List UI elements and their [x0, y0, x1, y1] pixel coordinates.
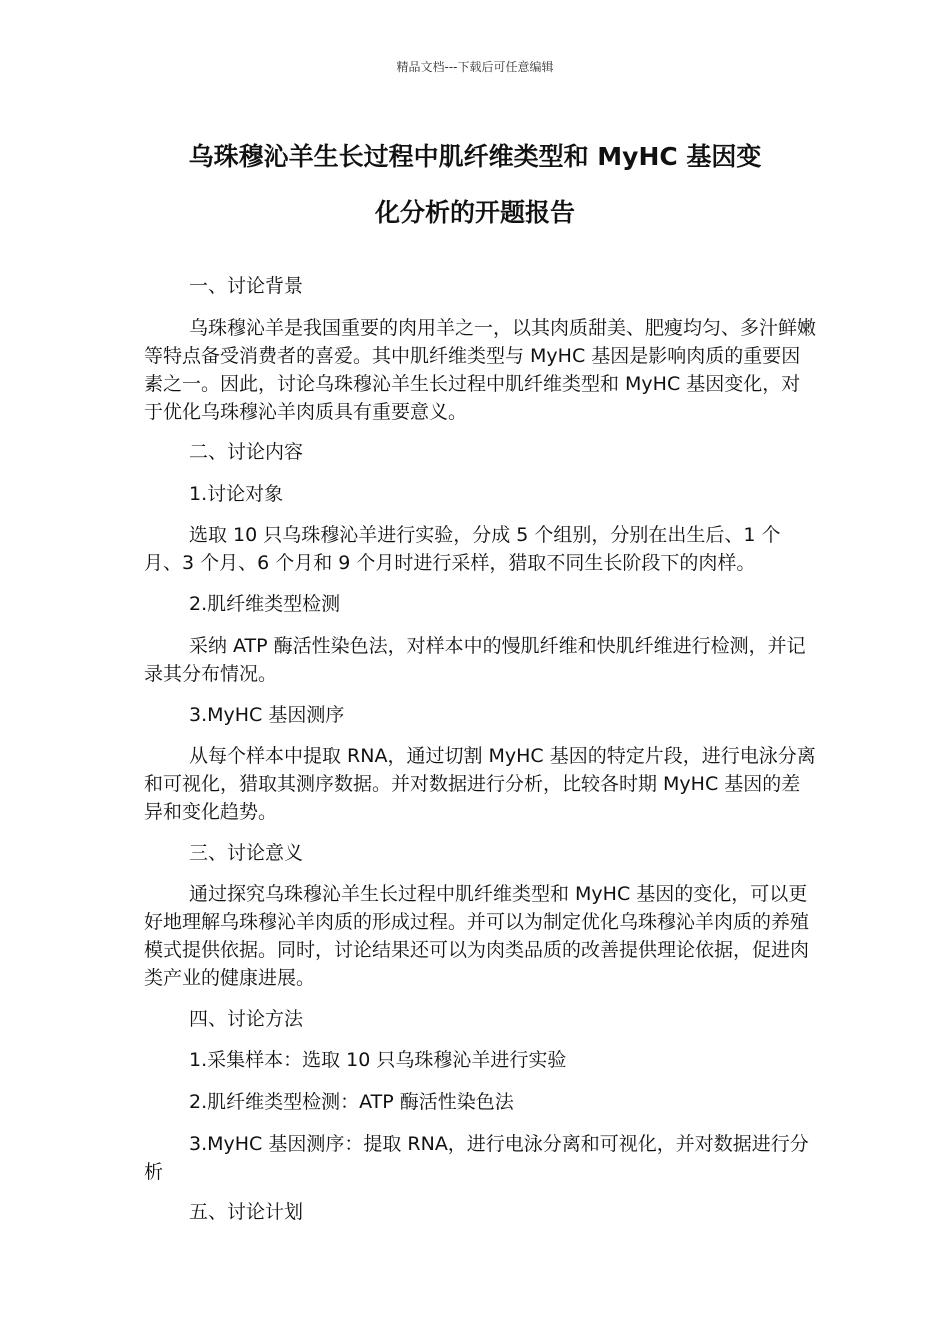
section-heading-significance: 三、讨论意义: [189, 842, 304, 864]
paragraph-significance: 通过探究乌珠穆沁羊生长过程中肌纤维类型和 MyHC 基因的变化，可以更好地理解乌珠穆沁羊肉质的形成过程。并可以为制定优化乌珠穆沁羊肉质的养殖模式提供依据。同时，讨论结果还可以为肉类品质的改善提供理论依据，促进肉类产业的健康进展。: [144, 883, 810, 989]
section-heading-methods: 四、讨论方法: [189, 1008, 304, 1030]
document-title-line-1: 乌珠穆沁羊生长过程中肌纤维类型和 MyHC 基因变: [188, 142, 762, 171]
method-item-sequencing: 3.MyHC 基因测序：提取 RNA，进行电泳分离和可视化，并对数据进行分析: [144, 1133, 809, 1183]
section-heading-plan: 五、讨论计划: [189, 1201, 304, 1223]
subheading-myhc-sequencing: 3.MyHC 基因测序: [189, 704, 345, 726]
paragraph-myhc-sequencing: 从每个样本中提取 RNA，通过切割 MyHC 基因的特定片段，进行电泳分离和可视化，猎取其测序数据。并对数据进行分析，比较各时期 MyHC 基因的差异和变化趋势。: [144, 745, 816, 823]
section-heading-content: 二、讨论内容: [189, 441, 304, 463]
watermark-header: 精品文档---下载后可任意编辑: [396, 60, 554, 74]
paragraph-research-object: 选取 10 只乌珠穆沁羊进行实验，分成 5 个组别，分别在出生后、1 个月、3 个月、6 个月和 9 个月时进行采样，猎取不同生长阶段下的肉样。: [144, 524, 781, 574]
document-title-line-2: 化分析的开题报告: [374, 198, 575, 227]
method-item-sampling: 1.采集样本：选取 10 只乌珠穆沁羊进行实验: [189, 1049, 567, 1071]
subheading-research-object: 1.讨论对象: [189, 483, 284, 505]
subheading-fiber-detection: 2.肌纤维类型检测: [189, 593, 341, 615]
section-heading-background: 一、讨论背景: [189, 275, 304, 297]
method-item-fiber-detection: 2.肌纤维类型检测：ATP 酶活性染色法: [189, 1091, 514, 1113]
paragraph-fiber-detection: 采纳 ATP 酶活性染色法，对样本中的慢肌纤维和快肌纤维进行检测，并记录其分布情况。: [144, 635, 806, 685]
paragraph-background: 乌珠穆沁羊是我国重要的肉用羊之一，以其肉质甜美、肥瘦均匀、多汁鲜嫩等特点备受消费者的喜爱。其中肌纤维类型与 MyHC 基因是影响肉质的重要因素之一。因此，讨论乌珠穆沁羊生长过程中肌纤维类型和 MyHC 基因变化，对于优化乌珠穆沁羊肉质具有重要意义。: [144, 317, 817, 423]
